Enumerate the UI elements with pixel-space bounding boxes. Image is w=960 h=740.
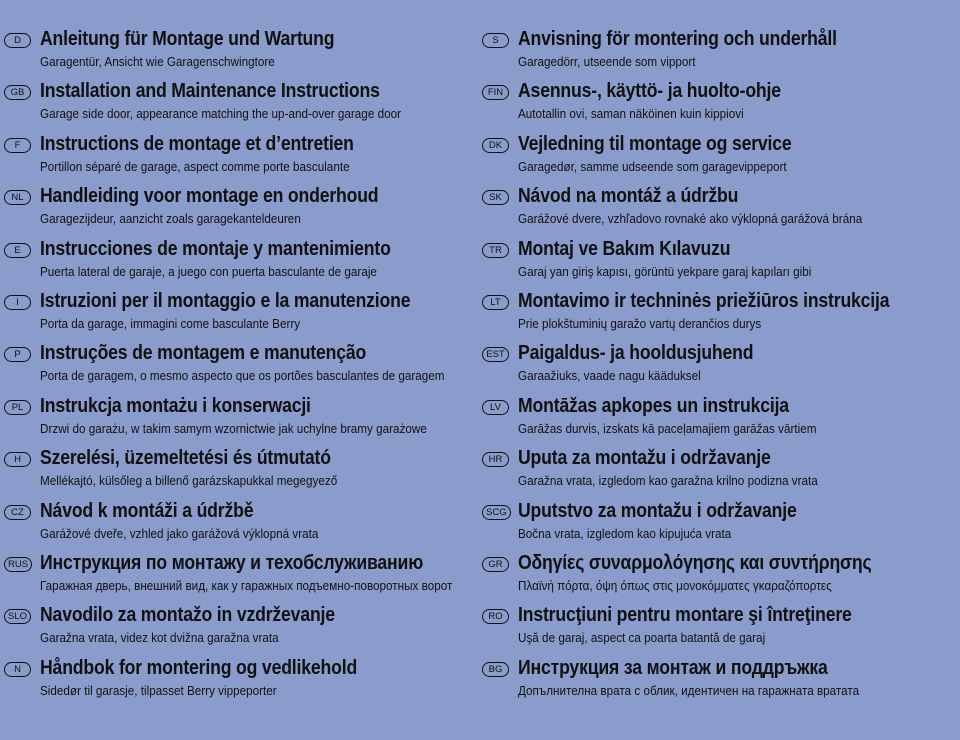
- language-entry: [482, 656, 956, 708]
- entry-title: Инструкция по монтажу и техобслуживанию: [40, 550, 424, 574]
- language-code-badge: SLO: [4, 609, 31, 624]
- entry-subtitle: Πλαϊνή πόρτα, όψη όπως στις μονοκόμματες γκαραζόπορτες: [518, 577, 832, 593]
- entry-title: Paigaldus- ja hooldusjuhend: [518, 341, 754, 365]
- entry-subtitle: Portillon séparé de garage, aspect comme porte basculante: [40, 158, 350, 174]
- language-entry: [4, 79, 474, 131]
- entry-title: Инструкция за монтаж и поддръжка: [518, 655, 828, 679]
- language-entry: [4, 656, 474, 708]
- entry-subtitle: Garagezijdeur, aanzicht zoals garagekanteldeuren: [40, 211, 301, 227]
- language-entry: [4, 394, 474, 446]
- language-code-badge: SK: [482, 190, 509, 205]
- entry-subtitle: Drzwi do garażu, w takim samym wzornictwie jak uchylne bramy garażowe: [40, 420, 427, 436]
- entry-title: Instrucţiuni pentru montare şi întreţinere: [518, 603, 852, 627]
- entry-title: Vejledning til montage og service: [518, 131, 792, 155]
- entry-title: Uputa za montažu i održavanje: [518, 446, 771, 470]
- left-language-column: [4, 27, 474, 708]
- entry-title: Szerelési, üzemeltetési és útmutató: [40, 446, 331, 470]
- entry-title: Navodilo za montažo in vzdrževanje: [40, 603, 335, 627]
- entry-subtitle: Mellékajtó, külsőleg a billenő garázskapukkal megegyező: [40, 473, 338, 489]
- entry-title: Anvisning för montering och underhåll: [518, 27, 837, 50]
- entry-subtitle: Garaj yan giriş kapısı, görüntü yekpare garaj kapıları gibi: [518, 263, 812, 279]
- language-entry: [4, 603, 474, 655]
- language-entry: [4, 184, 474, 236]
- language-code-badge: HR: [482, 452, 509, 467]
- language-code-badge: I: [4, 295, 31, 310]
- entry-subtitle: Garaažiuks, vaade nagu kääduksel: [518, 368, 701, 384]
- language-entry: [4, 341, 474, 393]
- language-code-badge: N: [4, 662, 31, 677]
- language-entry: [482, 27, 956, 79]
- entry-subtitle: Garagedörr, utseende som vipport: [518, 54, 696, 69]
- entry-title: Istruzioni per il montaggio e la manutenzione: [40, 288, 411, 312]
- language-code-badge: FIN: [482, 85, 509, 100]
- entry-subtitle: Autotallin ovi, saman näköinen kuin kippiovi: [518, 106, 744, 122]
- language-entry: [482, 499, 956, 551]
- language-code-badge: RO: [482, 609, 509, 624]
- language-entry: [4, 237, 474, 289]
- language-code-badge: SCG: [482, 505, 511, 520]
- language-code-badge: S: [482, 33, 509, 48]
- language-code-badge: LV: [482, 400, 509, 415]
- entry-title: Montavimo ir techninės priežiūros instrukcija: [518, 288, 890, 312]
- language-code-badge: NL: [4, 190, 31, 205]
- entry-subtitle: Porta da garage, immagini come basculante Berry: [40, 315, 301, 331]
- language-code-badge: TR: [482, 243, 509, 258]
- entry-title: Montāžas apkopes un instrukcija: [518, 393, 789, 417]
- entry-subtitle: Uşă de garaj, aspect ca poarta batantă de garaj: [518, 630, 766, 646]
- language-code-badge: P: [4, 347, 31, 362]
- entry-subtitle: Puerta lateral de garaje, a juego con puerta basculante de garaje: [40, 263, 377, 279]
- language-code-badge: RUS: [4, 557, 32, 572]
- entry-title: Uputstvo za montažu i održavanje: [518, 498, 797, 522]
- language-code-badge: BG: [482, 662, 509, 677]
- language-entry: [482, 132, 956, 184]
- entry-title: Návod k montáži a údržbě: [40, 498, 254, 522]
- entry-subtitle: Garāžas durvis, izskats kā paceļamajiem garāžas vārtiem: [518, 420, 817, 436]
- entry-subtitle: Garagentür, Ansicht wie Garagenschwingtore: [40, 54, 275, 69]
- entry-subtitle: Garažna vrata, videz kot dvižna garažna vrata: [40, 630, 279, 646]
- entry-subtitle: Garage side door, appearance matching the up-and-over garage door: [40, 106, 401, 122]
- entry-title: Handleiding voor montage en onderhoud: [40, 184, 379, 208]
- language-code-badge: LT: [482, 295, 509, 310]
- language-entry: [482, 446, 956, 498]
- language-code-badge: H: [4, 452, 31, 467]
- language-entry: [482, 341, 956, 393]
- entry-subtitle: Допълнителна врата с облик, идентичен на гаражната вратата: [518, 682, 860, 698]
- entry-subtitle: Garážové dvere, vzhľadovo rovnaké ako výklopná garážová brána: [518, 211, 863, 227]
- entry-title: Asennus-, käyttö- ja huolto-ohje: [518, 79, 781, 103]
- entry-subtitle: Porta de garagem, o mesmo aspecto que os portões basculantes de garagem: [40, 368, 445, 384]
- entry-subtitle: Bočna vrata, izgledom kao kipujuća vrata: [518, 525, 732, 541]
- language-code-badge: CZ: [4, 505, 31, 520]
- language-entry: [4, 446, 474, 498]
- entry-subtitle: Prie plokštuminių garažo vartų derančios durys: [518, 315, 762, 331]
- language-entry: [4, 132, 474, 184]
- language-code-badge: E: [4, 243, 31, 258]
- entry-title: Instruções de montagem e manutenção: [40, 341, 367, 365]
- right-language-column: [482, 27, 956, 708]
- language-code-badge: GR: [482, 557, 509, 572]
- entry-title: Håndbok for montering og vedlikehold: [40, 655, 358, 679]
- entry-subtitle: Garažna vrata, izgledom kao garažna krilno podizna vrata: [518, 473, 818, 489]
- language-entry: [482, 184, 956, 236]
- language-entry: [482, 394, 956, 446]
- language-entry: [482, 79, 956, 131]
- language-code-badge: D: [4, 33, 31, 48]
- language-code-badge: EST: [482, 347, 509, 362]
- entry-title: Instructions de montage et d’entretien: [40, 131, 354, 155]
- language-code-badge: PL: [4, 400, 31, 415]
- entry-title: Anleitung für Montage und Wartung: [40, 27, 335, 50]
- entry-title: Instrucciones de montaje y mantenimiento: [40, 236, 391, 260]
- entry-title: Οδηγίες συναρμολόγησης και συντήρησης: [518, 550, 872, 574]
- language-code-badge: GB: [4, 85, 31, 100]
- entry-title: Installation and Maintenance Instructions: [40, 79, 380, 103]
- language-entry: [4, 499, 474, 551]
- entry-subtitle: Гаражная дверь, внешний вид, как у гаражных подъемно-поворотных ворот: [40, 577, 453, 593]
- language-code-badge: F: [4, 138, 31, 153]
- entry-subtitle: Sidedør til garasje, tilpasset Berry vippeporter: [40, 682, 277, 698]
- language-entry: [4, 289, 474, 341]
- language-entry: [482, 289, 956, 341]
- language-entry: [4, 27, 474, 79]
- language-entry: [482, 551, 956, 603]
- entry-title: Instrukcja montażu i konserwacji: [40, 393, 311, 417]
- entry-subtitle: Garážové dveře, vzhled jako garážová výklopná vrata: [40, 525, 319, 541]
- language-entry: [482, 237, 956, 289]
- entry-title: Návod na montáž a údržbu: [518, 184, 739, 208]
- entry-subtitle: Garagedør, samme udseende som garagevippeport: [518, 158, 787, 174]
- language-entry: [4, 551, 474, 603]
- language-code-badge: DK: [482, 138, 509, 153]
- language-entry: [482, 603, 956, 655]
- entry-title: Montaj ve Bakım Kılavuzu: [518, 236, 731, 260]
